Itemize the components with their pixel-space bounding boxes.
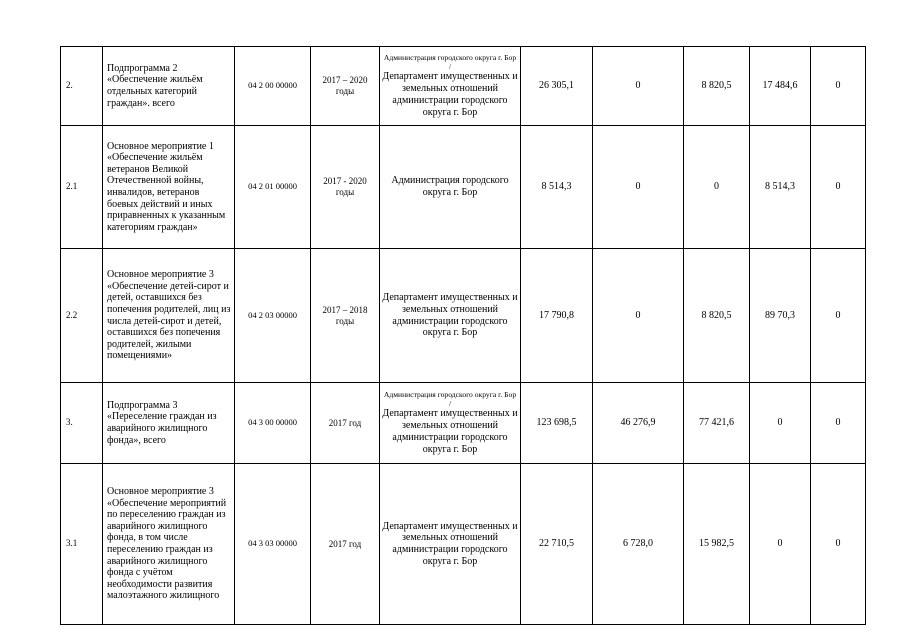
table-row: [61, 47, 866, 126]
table-row: [61, 464, 866, 625]
value-col2: 0: [593, 249, 684, 383]
row-number: 2.: [61, 47, 103, 126]
row-executor: Департамент имущественных и земельных отношений администрации городского округа г. Бор: [380, 249, 521, 383]
row-executor: Администрация городского округа г. Бор: [380, 126, 521, 249]
row-code: 04 2 03 00000: [235, 249, 311, 383]
row-period: 2017 - 2020 годы: [311, 126, 380, 249]
value-col5: 0: [811, 383, 866, 464]
row-code: 04 3 00 00000: [235, 383, 311, 464]
value-total: 26 305,1: [521, 47, 593, 126]
value-col2: 0: [593, 47, 684, 126]
value-col5: 0: [811, 249, 866, 383]
value-total: 8 514,3: [521, 126, 593, 249]
row-period: 2017 год: [311, 464, 380, 625]
value-col3: 8 820,5: [684, 47, 750, 126]
row-number: 3.1: [61, 464, 103, 625]
program-table: [60, 46, 866, 625]
value-total: 22 710,5: [521, 464, 593, 625]
table-row: [61, 249, 866, 383]
row-number: 3.: [61, 383, 103, 464]
value-col4: 0: [750, 464, 811, 625]
value-col4: 89 70,3: [750, 249, 811, 383]
value-col4: 17 484,6: [750, 47, 811, 126]
row-code: 04 2 01 00000: [235, 126, 311, 249]
row-code: 04 2 00 00000: [235, 47, 311, 126]
value-total: 17 790,8: [521, 249, 593, 383]
value-col3: 8 820,5: [684, 249, 750, 383]
row-name: Основное мероприятие 3 «Обеспечение мероприятий по переселению граждан из аварийного жилищного фонда, в том числе переселению граждан из аварийного жилищного фонда с учётом необходимости развития малоэтажного жилищного: [103, 464, 235, 625]
row-code: 04 3 03 00000: [235, 464, 311, 625]
row-name: Подпрограмма 3 «Переселение граждан из аварийного жилищного фонда», всего: [103, 383, 235, 464]
value-col3: 15 982,5: [684, 464, 750, 625]
executor-main: Департамент имущественных и земельных отношений администрации городского округа г. Бор: [382, 408, 518, 455]
value-col3: 77 421,6: [684, 383, 750, 464]
value-col5: 0: [811, 464, 866, 625]
table-row: [61, 383, 866, 464]
table-row: [61, 126, 866, 249]
executor-small: Администрация городского округа г. Бор /: [383, 390, 517, 408]
row-name: Основное мероприятие 3 «Обеспечение детей-сирот и детей, оставшихся без попечения родителей, лиц из числа детей-сирот и детей, оставшихся без попечения родителей, жилыми помещениями»: [103, 249, 235, 383]
value-total: 123 698,5: [521, 383, 593, 464]
value-col2: 6 728,0: [593, 464, 684, 625]
row-number: 2.1: [61, 126, 103, 249]
row-name: Основное мероприятие 1 «Обеспечение жильём ветеранов Великой Отечественной войны, инвалидов, ветеранов боевых действий и иных приравненных к указанным категориям граждан»: [103, 126, 235, 249]
executor-small: Администрация городского округа г. Бор /: [383, 53, 517, 71]
value-col5: 0: [811, 47, 866, 126]
row-executor: [380, 47, 521, 126]
row-executor: Департамент имущественных и земельных отношений администрации городского округа г. Бор: [380, 464, 521, 625]
value-col2: 46 276,9: [593, 383, 684, 464]
row-executor: [380, 383, 521, 464]
executor-main: Департамент имущественных и земельных отношений администрации городского округа г. Бор: [382, 71, 518, 118]
row-number: 2.2: [61, 249, 103, 383]
value-col5: 0: [811, 126, 866, 249]
value-col4: 8 514,3: [750, 126, 811, 249]
value-col4: 0: [750, 383, 811, 464]
row-period: 2017 год: [311, 383, 380, 464]
row-period: 2017 – 2020 годы: [311, 47, 380, 126]
value-col3: 0: [684, 126, 750, 249]
value-col2: 0: [593, 126, 684, 249]
row-period: 2017 – 2018 годы: [311, 249, 380, 383]
row-name: Подпрограмма 2 «Обеспечение жильём отдельных категорий граждан». всего: [103, 47, 235, 126]
